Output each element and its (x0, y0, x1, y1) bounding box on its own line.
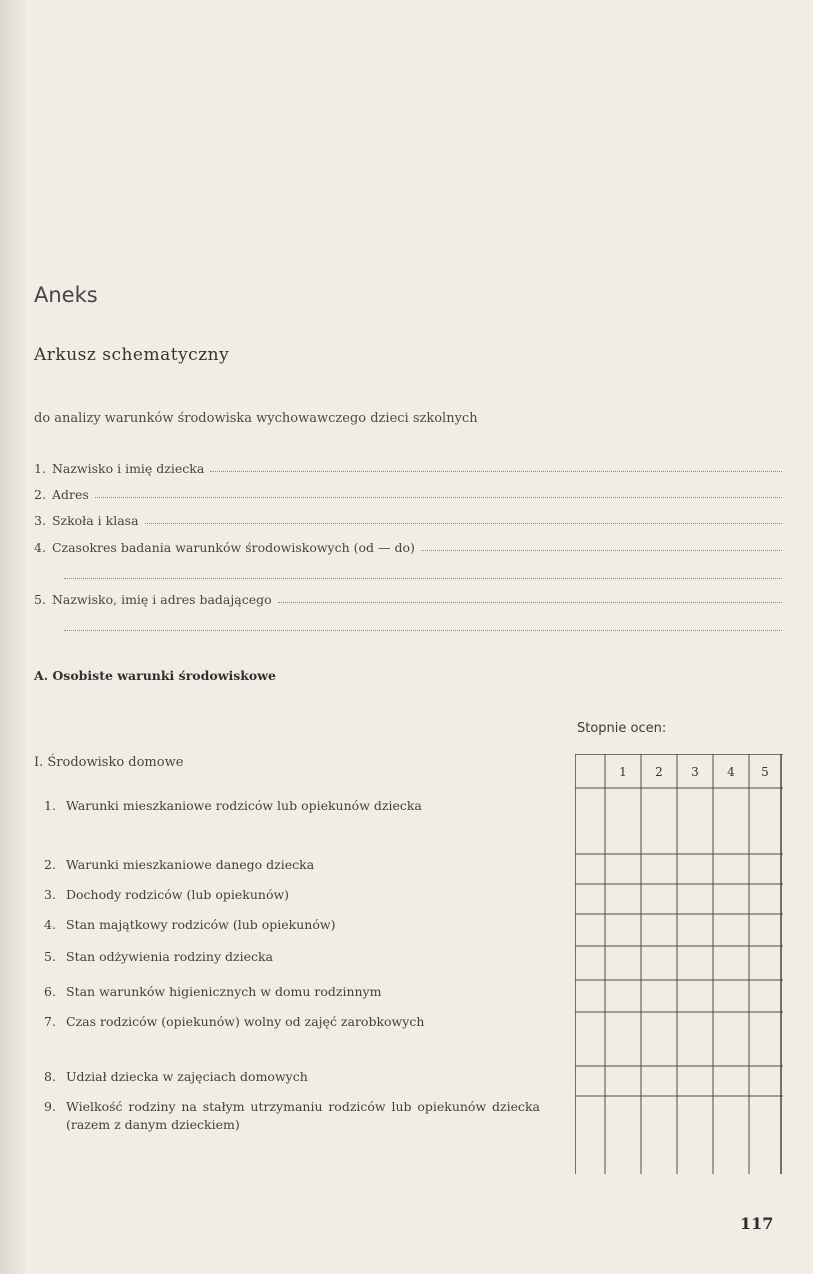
fill-line (145, 522, 782, 524)
item-number: 5. (44, 949, 56, 964)
fill-line-continuation (64, 578, 782, 579)
item-text: Warunki mieszkaniowe rodziców lub opiekunów dziecka (66, 798, 422, 813)
list-item (44, 983, 540, 1001)
rating-grid (575, 754, 783, 1174)
item-text: Udział dziecka w zajęciach domowych (66, 1069, 308, 1084)
field-label: Nazwisko, imię i adres badającego (51, 592, 272, 607)
list-item (44, 886, 540, 904)
field-number: 2. (34, 487, 46, 502)
grade-header-4: 4 (727, 765, 735, 779)
item-number: 9. (44, 1099, 56, 1114)
item-text: Czas rodziców (opiekunów) wolny od zajęć zarobkowych (66, 1014, 425, 1029)
item-number: 8. (44, 1069, 56, 1084)
list-item (44, 856, 540, 874)
item-text: Dochody rodziców (lub opiekunów) (66, 887, 290, 902)
field-researcher (34, 589, 782, 607)
grade-header-3: 3 (691, 765, 699, 779)
list-item (44, 916, 540, 934)
item-number: 4. (44, 917, 56, 932)
field-label: Szkoła i klasa (51, 513, 139, 528)
list-item (44, 1068, 540, 1086)
grade-header-5: 5 (761, 765, 769, 779)
field-label: Nazwisko i imię dziecka (51, 461, 205, 476)
grade-header-2: 2 (655, 765, 663, 779)
field-study-period (34, 537, 782, 555)
field-school-class (34, 510, 782, 528)
document-subtitle: do analizy warunków środowiska wychowawczego dzieci szkolnych (34, 411, 478, 426)
list-item (44, 1098, 540, 1134)
field-child-name (34, 458, 782, 476)
field-number: 5. (34, 592, 46, 607)
fill-line (421, 549, 782, 551)
document-title: Arkusz schematyczny (34, 345, 230, 365)
field-label: Adres (51, 487, 89, 502)
page-heading: Aneks (34, 283, 98, 307)
field-number: 1. (34, 461, 46, 476)
item-text: Stan majątkowy rodziców (lub opiekunów) (66, 917, 336, 932)
item-text: Stan warunków higienicznych w domu rodzinnym (66, 984, 382, 999)
list-item (44, 797, 540, 815)
fill-line-continuation (64, 630, 782, 631)
item-number: 2. (44, 857, 56, 872)
fill-line (95, 496, 782, 498)
field-address (34, 484, 782, 502)
item-number: 6. (44, 984, 56, 999)
item-number: 3. (44, 887, 56, 902)
grade-header-1: 1 (619, 765, 627, 779)
list-item (44, 948, 540, 966)
item-number: 1. (44, 798, 56, 813)
list-item (44, 1013, 540, 1031)
page-edge (0, 0, 26, 1274)
field-number: 4. (34, 540, 46, 555)
field-label: Czasokres badania warunków środowiskowych (od — do) (51, 540, 415, 555)
item-text: Wielkość rodziny na stałym utrzymaniu rodziców lub opiekunów dziecka (razem z danym dzieckiem) (66, 1099, 540, 1132)
item-text: Stan odżywienia rodziny dziecka (66, 949, 273, 964)
item-number: 7. (44, 1014, 56, 1029)
subsection-heading: I. Środowisko domowe (34, 755, 184, 770)
grades-label: Stopnie ocen: (577, 721, 667, 736)
item-text: Warunki mieszkaniowe danego dziecka (66, 857, 315, 872)
field-number: 3. (34, 513, 46, 528)
page-number: 117 (740, 1214, 774, 1233)
fill-line (278, 601, 782, 603)
fill-line (210, 470, 782, 472)
section-heading: A. Osobiste warunki środowiskowe (34, 668, 276, 683)
